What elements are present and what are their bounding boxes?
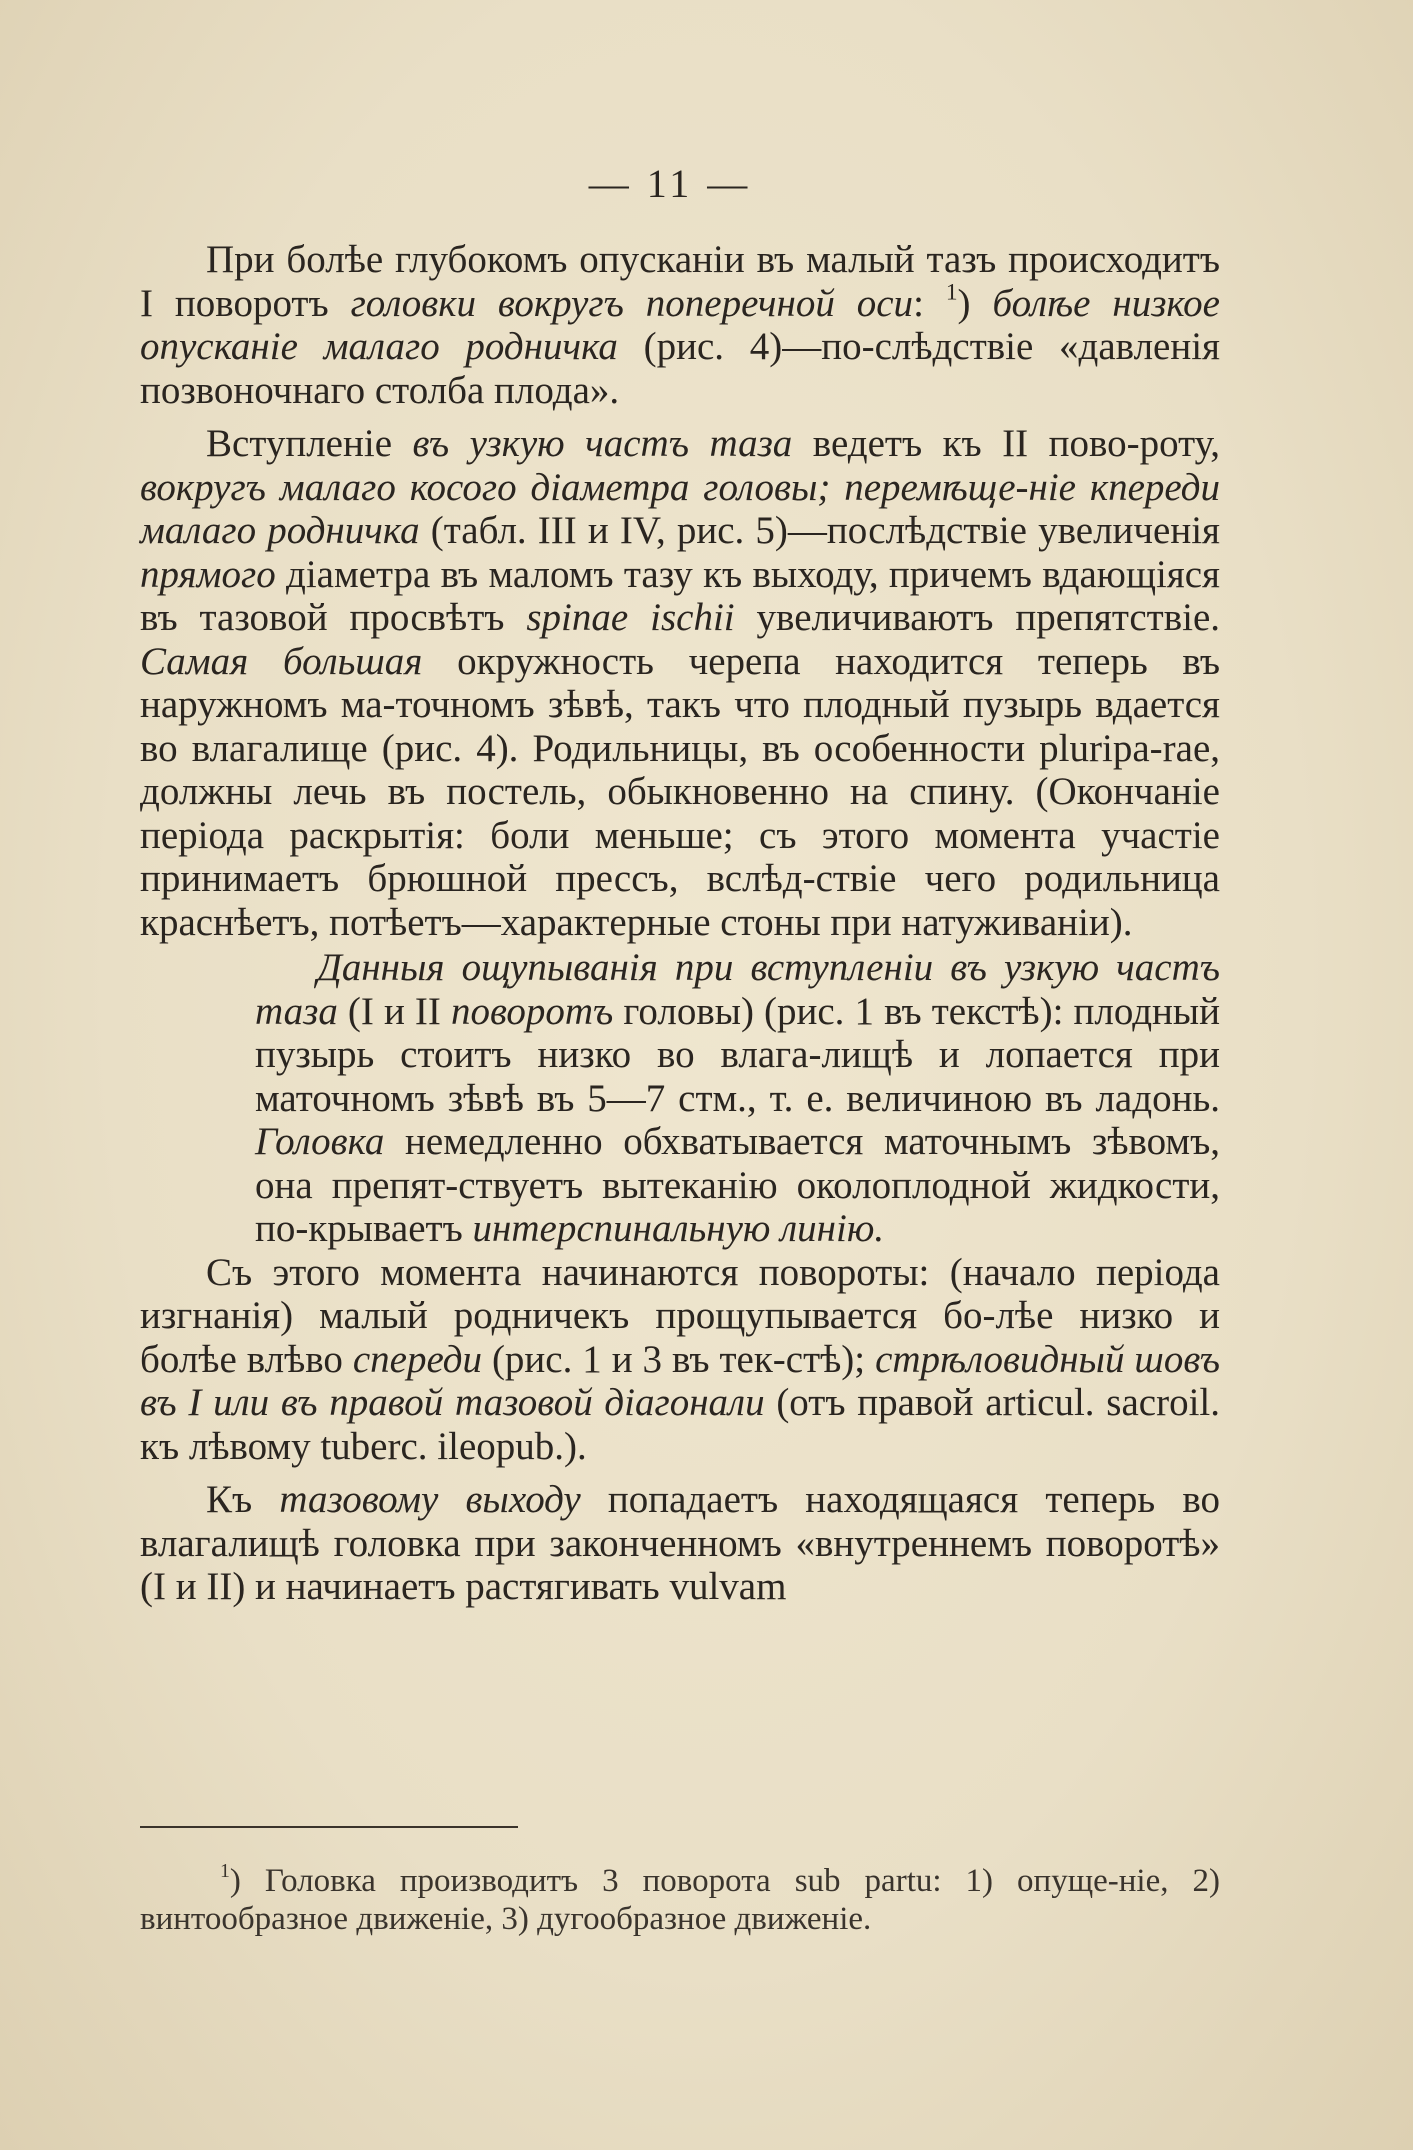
body-text	[140, 238, 1220, 1609]
footnote-marker: 1	[220, 1860, 230, 1883]
italic-run: spinae ischii	[526, 596, 735, 639]
text-run: головы) (рис. 1 въ текстѣ): плодный пузырь стоитъ низко во влага-лищѣ и лопается при маточномъ зѣвѣ въ 5—7 стм., т. е. величиною въ ладонь.	[255, 989, 1220, 1120]
italic-run: головки вокругъ поперечной оси	[350, 281, 914, 325]
text-run: (табл. III и IV, рис. 5)—послѣдствіе увеличенія	[419, 509, 1220, 552]
text-run: (I и II	[337, 989, 451, 1033]
text-run: :	[913, 281, 946, 325]
paragraph-2	[140, 422, 1220, 944]
footnote-divider	[140, 1826, 518, 1828]
italic-run: интерспинальную линію.	[472, 1207, 885, 1250]
italic-run: Данныя ощупыванія при вступленіи въ узкую частъ таза	[255, 946, 1220, 1033]
paragraph-3-indented	[255, 946, 1220, 1251]
footnote-ref[interactable]: 1	[945, 279, 958, 306]
text-run: (рис. 4)—по-слѣдствіе «давленія позвоночнаго столба плода».	[140, 325, 1220, 412]
text-run: (рис. 1 и 3 въ тек-стѣ);	[482, 1337, 876, 1381]
text-run: Къ	[206, 1478, 280, 1521]
italic-run: прямого	[140, 552, 276, 596]
italic-run: поворотъ	[450, 989, 614, 1033]
italic-run: Головка	[255, 1120, 385, 1163]
text-run: (отъ правой articul. sacroil. къ лѣвому tuberc. ileopub.).	[140, 1381, 1220, 1468]
text-run: попадаетъ находящаяся теперь во влагалищѣ головка при законченномъ «внутреннемъ поворотѣ» (I и II) и начинаетъ растягивать vulvam	[140, 1478, 1220, 1608]
paragraph-5	[140, 1478, 1220, 1609]
paragraph-4	[140, 1251, 1220, 1469]
text-run: Вступленіе	[206, 422, 413, 465]
italic-run: болѣе низкое опусканіе малаго родничка	[140, 281, 1220, 368]
text-run: окружность черепа находится теперь въ наружномъ ма-точномъ зѣвѣ, такъ что плодный пузырь вдается во влагалище (рис. 4). Родильницы, въ особенности pluripa-rae, должны лечь въ постель, обыкновенно на спину. (Окончаніе періода раскрытія: боли меньше; съ этого момента участіе принимаетъ брюшной прессъ, вслѣд-ствіе чего родильница краснѣетъ, потѣетъ—характерные стоны при натуживаніи).	[140, 639, 1221, 944]
footnotes	[140, 1862, 1220, 1938]
page-number: — 11 —	[588, 161, 752, 206]
text-run: немедленно обхватывается маточнымъ зѣвомъ, она препят-ствуетъ вытеканію околоплодной жидкости, по-крываетъ	[255, 1120, 1220, 1250]
italic-run: вокругъ малаго косого діаметра головы; перемѣще-ніе кпереди малаго родничка	[140, 465, 1220, 552]
footnote-1	[140, 1862, 1220, 1938]
text-run: діаметра въ маломъ тазу къ выходу, причемъ вдающіяся въ тазовой просвѣтъ	[140, 552, 1220, 639]
text-run: увеличиваютъ препятствіе.	[734, 596, 1221, 639]
paragraph-1	[140, 238, 1220, 412]
italic-run: Самая большая	[140, 639, 423, 683]
text-run: ведетъ къ II пово-роту,	[792, 422, 1220, 465]
italic-run: стрѣловидный шовъ въ I или въ правой тазовой діагонали	[140, 1337, 1220, 1424]
italic-run: спереди	[352, 1337, 483, 1381]
text-run: Съ этого момента начинаются повороты: (начало періода изгнанія) малый родничекъ прощупывается бо-лѣе низко и болѣе влѣво	[140, 1250, 1220, 1381]
italic-run: въ узкую частъ таза	[412, 422, 793, 465]
italic-run: тазовому выходу	[279, 1478, 581, 1521]
text-run: При болѣе глубокомъ опусканіи въ малый тазъ происходитъ I поворотъ	[140, 238, 1220, 325]
text-run: )	[957, 281, 993, 325]
footnote-text: ) Головка производитъ 3 поворота sub partu: 1) опуще-ніе, 2) винтообразное движеніе, 3) дугообразное движеніе.	[140, 1863, 1220, 1937]
